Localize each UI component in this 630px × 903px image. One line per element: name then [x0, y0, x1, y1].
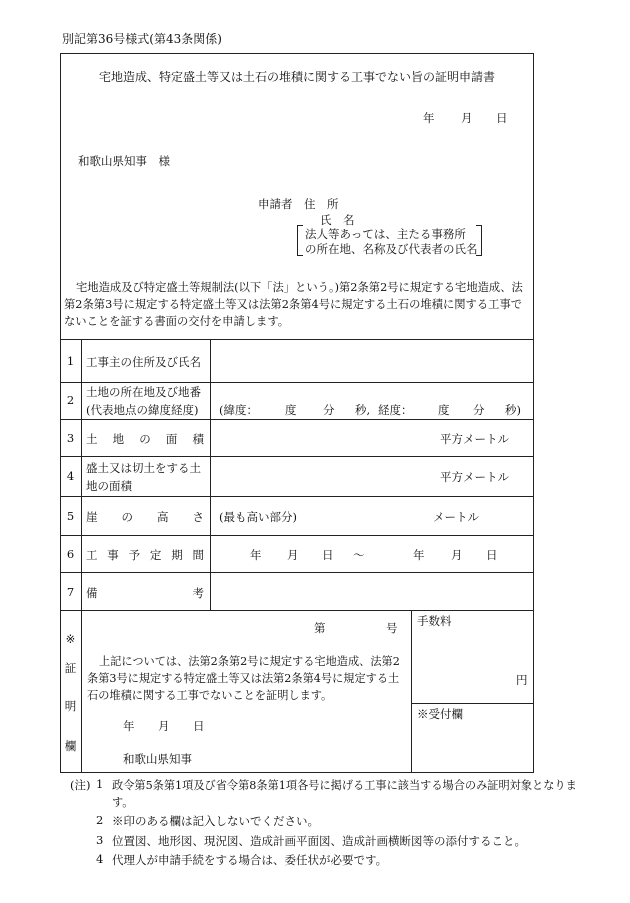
- latitude-minute: 分: [323, 403, 335, 417]
- cert-mark: ※: [65, 632, 76, 646]
- fee-unit: 円: [516, 673, 528, 687]
- note-number: 4: [96, 852, 104, 866]
- fee-label: 手数料: [417, 614, 452, 628]
- address-label: 住 所: [304, 197, 339, 211]
- row-unit: 平方メートル: [440, 470, 509, 484]
- row-label-line1: 盛土又は切土をする土: [86, 461, 201, 475]
- row-divider-6: [60, 572, 534, 573]
- cert-date-year: 年: [123, 719, 135, 733]
- row-number: 7: [66, 585, 75, 599]
- note-number: 1: [96, 777, 104, 791]
- row-number: 6: [66, 547, 75, 561]
- row-label-line2: 地の面積: [86, 479, 132, 493]
- start-year: 年: [250, 548, 262, 562]
- note-text: ※印のある欄は記入しないでください。: [112, 814, 319, 828]
- longitude-minute: 分: [473, 403, 485, 417]
- row-label: 工 事 予 定 期 間: [86, 548, 204, 562]
- row-label: 工事主の住所及び氏名: [86, 355, 201, 369]
- fee-column-line: [411, 610, 412, 772]
- applicant-label: 申請者: [258, 197, 293, 211]
- note-text: 政令第5条第1項及び省令第8条第1項各号に掲げる工事に該当する場合のみ証明対象となります。: [112, 779, 577, 809]
- application-body: 宅地造成及び特定盛土等規制法(以下「法」という。)第2条第2号に規定する宅地造成、法第2条第3号に規定する特定盛土等又は法第2条第4号に規定する土石の堆積に関する工事でないことを証する書面の交付を申請します。: [64, 281, 523, 328]
- receipt-label: ※受付欄: [417, 707, 463, 721]
- cert-text: 上記については、法第2条第2号に規定する宅地造成、法第2条第3号に規定する特定盛土等又は法第2条第4号に規定する土石の堆積に関する工事でないことを証明します。: [87, 655, 400, 702]
- row-label: 土 地 の 面 積: [86, 432, 204, 446]
- row-number: 2: [66, 393, 75, 407]
- fee-receipt-divider: [411, 703, 534, 704]
- row-divider-2: [60, 419, 534, 420]
- cert-char-2: 明: [64, 699, 77, 713]
- row-number: 3: [66, 431, 75, 445]
- date-year: 年: [423, 111, 435, 125]
- corp-note: [297, 225, 482, 255]
- start-month: 月: [287, 548, 299, 562]
- cert-number-suffix: 号: [386, 621, 398, 635]
- cert-char-3: 欄: [64, 739, 77, 753]
- row-label-line2: (代表地点の緯度経度): [86, 403, 199, 417]
- date-day: 日: [496, 111, 508, 125]
- row-unit: メートル: [433, 510, 479, 524]
- latitude-degree: 度: [285, 403, 297, 417]
- start-day: 日: [322, 548, 334, 562]
- cert-char-1: 証: [64, 661, 77, 675]
- addressee: 和歌山県知事 様: [78, 154, 170, 168]
- notes-prefix: (注): [70, 778, 91, 792]
- row-divider-7: [60, 610, 534, 611]
- row-label: 崖 の 高 さ: [86, 510, 204, 524]
- frame-top: [60, 53, 534, 54]
- frame-bottom: [60, 772, 534, 773]
- end-day: 日: [486, 548, 498, 562]
- latitude-second: 秒,: [355, 403, 371, 417]
- corp-note-line1: 法人等あっては、主たる事務所: [305, 227, 466, 241]
- row-divider-5: [60, 535, 534, 536]
- date-month: 月: [461, 111, 473, 125]
- row-number: 4: [66, 469, 75, 483]
- row-label-line1: 土地の所在地及び地番: [86, 385, 201, 399]
- cert-number-label: 第: [314, 621, 326, 635]
- period-tilde: ～: [353, 548, 365, 562]
- cert-date-day: 日: [193, 719, 205, 733]
- table-top: [60, 339, 534, 340]
- name-label: 氏 名: [320, 213, 355, 227]
- latitude-label: (緯度：: [219, 403, 258, 417]
- note-number: 2: [96, 813, 104, 827]
- longitude-label: 経度：: [378, 403, 413, 417]
- cert-date-month: 月: [158, 719, 170, 733]
- label-column-line: [210, 339, 211, 610]
- longitude-degree: 度: [438, 403, 450, 417]
- note-text: 位置図、地形図、現況図、造成計画平面図、造成計画横断図等の添付すること。: [112, 834, 526, 848]
- row-divider-1: [60, 382, 534, 383]
- row-label: 備 考: [86, 586, 204, 600]
- row-number: 5: [66, 509, 75, 523]
- row-divider-4: [60, 496, 534, 497]
- corp-note-line2: の所在地、名称及び代表者の氏名: [305, 242, 478, 256]
- cert-issuer: 和歌山県知事: [123, 752, 192, 766]
- frame-right: [533, 53, 534, 773]
- number-column-line: [81, 339, 82, 772]
- end-year: 年: [413, 548, 425, 562]
- row-unit: 平方メートル: [440, 432, 509, 446]
- row-note: (最も高い部分): [219, 510, 297, 524]
- row-divider-3: [60, 456, 534, 457]
- note-text: 代理人が申請手続をする場合は、委任状が必要です。: [112, 853, 388, 867]
- end-month: 月: [451, 548, 463, 562]
- longitude-second: 秒): [505, 403, 521, 417]
- form-number-label: 別記第36号様式(第43条関係): [62, 32, 222, 46]
- row-number: 1: [66, 354, 75, 368]
- form-title: 宅地造成、特定盛土等又は土石の堆積に関する工事でない旨の証明申請書: [98, 70, 495, 84]
- note-number: 3: [96, 833, 104, 847]
